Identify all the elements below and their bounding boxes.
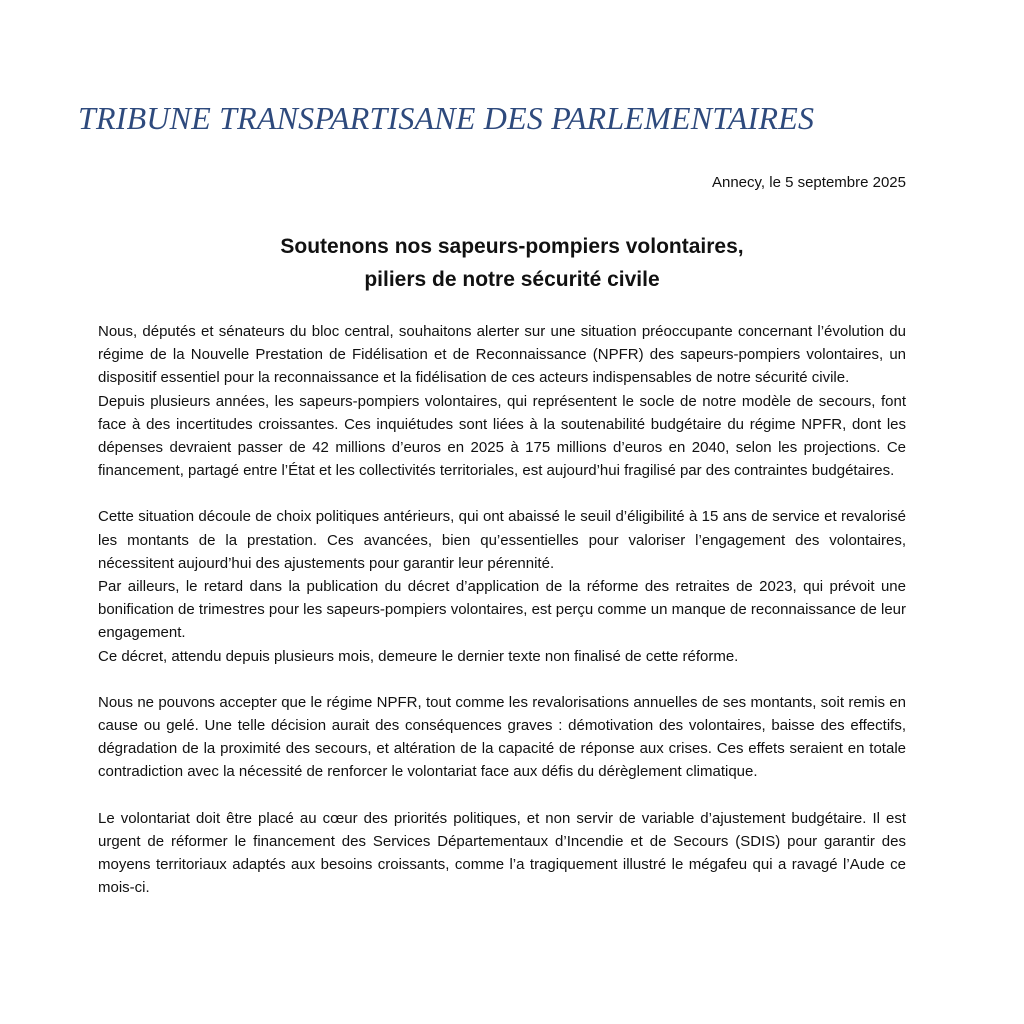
paragraph: Nous, députés et sénateurs du bloc central, souhaitons alerter sur une situation préoccupante concernant l’évolution du régime de la Nouvelle Prestation de Fidélisation et de Reconnaissance (NPFR) des sapeurs-pompiers volontaires, un dispositif essentiel pour la reconnaissance et la fidélisation de ces acteurs indispensables de notre sécurité civile. bbox=[98, 323, 906, 387]
headline-line-1: Soutenons nos sapeurs-pompiers volontaires, bbox=[280, 235, 744, 258]
headline-line-2: piliers de notre sécurité civile bbox=[364, 268, 660, 291]
paragraph: Ce décret, attendu depuis plusieurs mois, demeure le dernier texte non finalisé de cette réforme. bbox=[98, 647, 739, 665]
paragraph: Le volontariat doit être placé au cœur des priorités politiques, et non servir de variable d’ajustement budgétaire. Il est urgent de réformer le financement des Services Départementaux d’Incendie et de Secours (SDIS) pour garantir des moyens territoriaux adaptés aux besoins croissants, comme l’a tragiquement illustré le mégafeu qui a ravagé l’Aude ce mois-ci. bbox=[98, 809, 906, 897]
paragraph: Par ailleurs, le retard dans la publication du décret d’application de la réforme des retraites de 2023, qui prévoit une bonification de trimestres pour les sapeurs-pompiers volontaires, est perçu comme un manque de reconnaissance de leur engagement. bbox=[98, 578, 906, 642]
dateline: Annecy, le 5 septembre 2025 bbox=[711, 174, 906, 191]
masthead-title: TRIBUNE TRANSPARTISANE DES PARLEMENTAIRES bbox=[78, 100, 815, 136]
paragraph: Depuis plusieurs années, les sapeurs-pompiers volontaires, qui représentent le socle de notre modèle de secours, font face à des incertitudes croissantes. Ces inquiétudes sont liées à la soutenabilité budgétaire du régime NPFR, dont les dépenses devraient passer de 42 millions d’euros en 2025 à 175 millions d’euros en 2040, selon les projections. Ce financement, partagé entre l’État et les collectivités territoriales, est aujourd’hui fragilisé par des contraintes budgétaires. bbox=[98, 392, 906, 480]
paragraph: Cette situation découle de choix politiques antérieurs, qui ont abaissé le seuil d’éligibilité à 15 ans de service et revalorisé les montants de la prestation. Ces avancées, bien qu’essentielles pour valoriser l’engagement des volontaires, nécessitent aujourd’hui des ajustements pour garantir leur pérennité. bbox=[98, 508, 906, 572]
paragraph: Nous ne pouvons accepter que le régime NPFR, tout comme les revalorisations annuelles de ses montants, soit remis en cause ou gelé. Une telle décision aurait des conséquences graves : démotivation des volontaires, baisse des effectifs, dégradation de la proximité des secours, et altération de la capacité de réponse aux crises. Ces effets seraient en totale contradiction avec la nécessité de renforcer le volontariat face aux défis du dérèglement climatique. bbox=[98, 693, 906, 781]
headline bbox=[0, 230, 1024, 296]
article-body bbox=[98, 320, 906, 899]
